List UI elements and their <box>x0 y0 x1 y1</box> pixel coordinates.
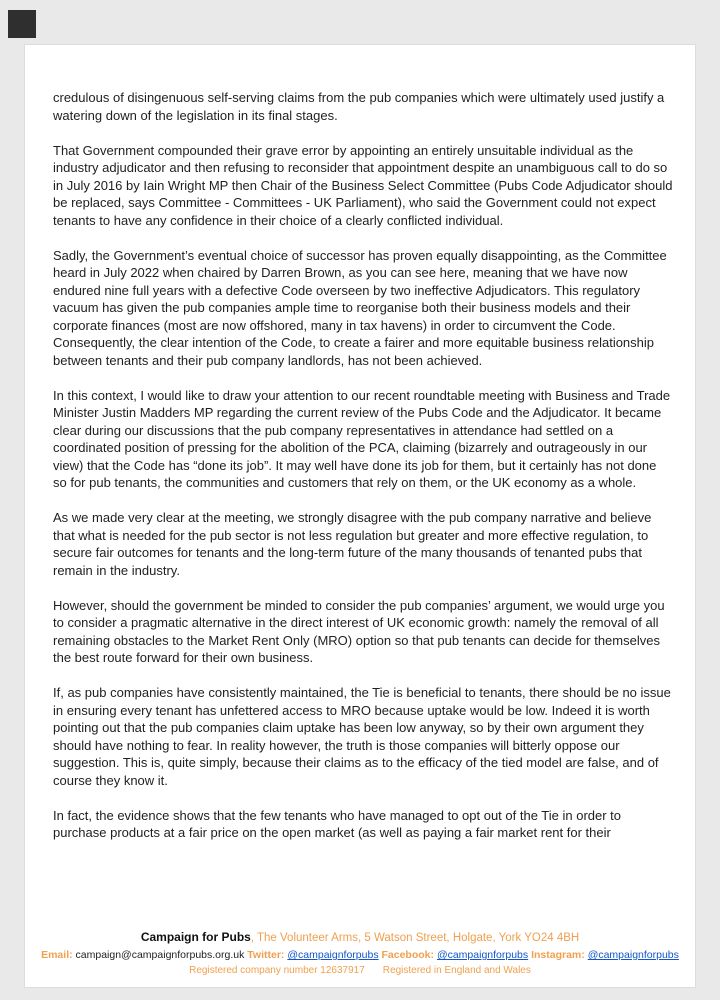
paragraph: Sadly, the Government’s eventual choice of successor has proven equally disappointing, as the Committee heard in July 2022 when chaired by Darren Brown, as you can see here, meaning that we have now endured nine full years with a defective Code overseen by two ineffective Adjudicators. This regulatory vacuum has given the pub companies ample time to reorganise both their business models and their corporate finances (most are now offshored, many in tax havens) in order to circumvent the Code. Consequently, the clear intention of the Code, to create a fairer and more equitable business relationship between tenants and their pub company landlords, has not been achieved. <box>53 247 667 368</box>
instagram-link[interactable]: @campaignforpubs <box>587 949 679 961</box>
registered-country: Registered in England and Wales <box>382 965 531 976</box>
footer-address-line <box>25 929 695 947</box>
instagram-label: Instagram: <box>531 949 585 961</box>
facebook-link[interactable]: @campaignforpubs <box>436 949 529 961</box>
scan-corner-marker <box>8 10 36 38</box>
paragraph: In fact, the evidence shows that the few tenants who have managed to opt out of the Tie in order to purchase products at a fair price on the open market (as well as paying a fair market rent for their <box>53 807 622 840</box>
paragraph: That Government compounded their grave error by appointing an entirely unsuitable individual as the industry adjudicator and then refusing to reconsider that appointment despite an unambiguous call to do so in July 2016 by Iain Wright MP then Chair of the Business Select Committee (Pubs Code Adjudicator should be replaced, says Committee - Committees - UK Parliament), who said the Government could not expect tenants to have any confidence in their choice of a clearly conflicted individual. <box>53 142 673 228</box>
paragraph: However, should the government be minded to consider the pub companies’ argument, we would urge you to consider a pragmatic alternative in the direct interest of UK economic growth: namely the removal of all remaining obstacles to the Market Rent Only (MRO) option so that pub tenants can decide for themselves the best route forward for their own business. <box>53 597 665 665</box>
org-address: , The Volunteer Arms, 5 Watson Street, Holgate, York YO24 4BH <box>250 932 580 944</box>
twitter-link[interactable]: @campaignforpubs <box>287 949 379 961</box>
paragraph: In this context, I would like to draw your attention to our recent roundtable meeting with Business and Trade Minister Justin Madders MP regarding the current review of the Pubs Code and the Adjudicator. It became clear during our discussions that the pub company representatives in attendance had settled on a coordinated position of pressing for the abolition of the PCA, claiming (bizarrely and outrageously in our view) that the Code has “done its job”. It may well have done its job for them, but it certainly has not done so for pub tenants, the communities and customers that rely on them, or the UK economy as a whole. <box>53 387 671 490</box>
letter-body <box>53 89 673 842</box>
letter-page <box>24 44 696 988</box>
footer-contact-line <box>25 947 695 963</box>
twitter-label: Twitter: <box>247 949 285 961</box>
org-name: Campaign for Pubs <box>140 930 251 944</box>
paragraph: credulous of disingenuous self-serving claims from the pub companies which were ultimately used justify a watering down of the legislation in its final stages. <box>53 90 665 123</box>
letter-footer <box>25 929 695 979</box>
paragraph: As we made very clear at the meeting, we strongly disagree with the pub company narrative and believe that what is needed for the pub sector is not less regulation but greater and more effective regulation, to secure fair outcomes for tenants and the long-term future of the many thousands of tenanted pubs that remain in the industry. <box>53 510 652 578</box>
paragraph: If, as pub companies have consistently maintained, the Tie is beneficial to tenants, there should be no issue in ensuring every tenant has unfettered access to MRO because uptake would be low. Indeed it is worth pointing out that the pub companies claim uptake has been low anyway, so by their own argument they should have nothing to fear. In reality however, the truth is those companies will bitterly oppose our suggestion. This is, quite simply, because their claims as to the efficacy of the tied model are false, and of course they know it. <box>53 685 671 788</box>
facebook-label: Facebook: <box>381 949 435 961</box>
footer-registration-line <box>25 963 695 979</box>
email-value: campaign@campaignforpubs.org.uk <box>75 949 248 961</box>
registered-company-number: Registered company number 12637917 <box>189 965 365 976</box>
email-label: Email: <box>41 949 73 961</box>
